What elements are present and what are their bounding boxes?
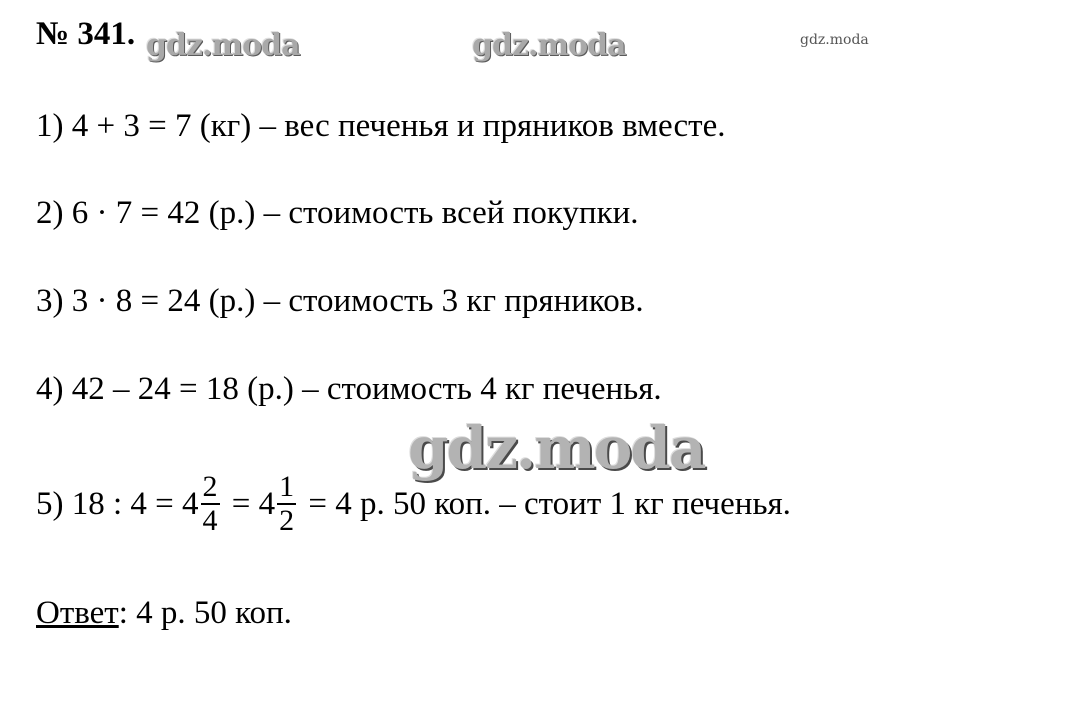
step5-suffix: = 4 р. 50 коп. – стоит 1 кг печенья. [300, 485, 791, 522]
mixed-fraction-1 [182, 471, 224, 537]
watermark: gdz.moda [146, 28, 300, 63]
watermark: gdz.moda [472, 28, 626, 63]
whole-part: 4 [182, 485, 199, 522]
answer-line [36, 593, 292, 633]
equals-sign: = [223, 485, 259, 522]
fraction [201, 471, 220, 537]
fraction [277, 471, 296, 537]
whole-part: 4 [258, 485, 276, 522]
watermark-large: gdz.moda [408, 414, 705, 482]
solution-step-2: 2) 6 · 7 = 42 (р.) – стоимость всей покупки. [36, 195, 639, 231]
denominator: 4 [202, 504, 218, 537]
numerator: 2 [202, 470, 218, 503]
watermark: gdz.moda [800, 32, 869, 48]
step5-prefix: 5) 18 : 4 = [36, 485, 183, 522]
solution-step-1: 1) 4 + 3 = 7 (кг) – вес печенья и пряников вместе. [36, 108, 726, 144]
denominator: 2 [279, 504, 295, 537]
answer-label: Ответ [36, 595, 119, 631]
answer-value: : 4 р. 50 коп. [118, 595, 292, 631]
solution-step-4: 4) 42 – 24 = 18 (р.) – стоимость 4 кг печенья. [36, 371, 662, 407]
solution-step-3: 3) 3 · 8 = 24 (р.) – стоимость 3 кг пряников. [36, 283, 644, 319]
solution-step-5 [36, 466, 791, 542]
numerator: 1 [279, 470, 295, 503]
problem-number: № 341. [36, 16, 136, 52]
mixed-fraction-2 [259, 471, 301, 537]
